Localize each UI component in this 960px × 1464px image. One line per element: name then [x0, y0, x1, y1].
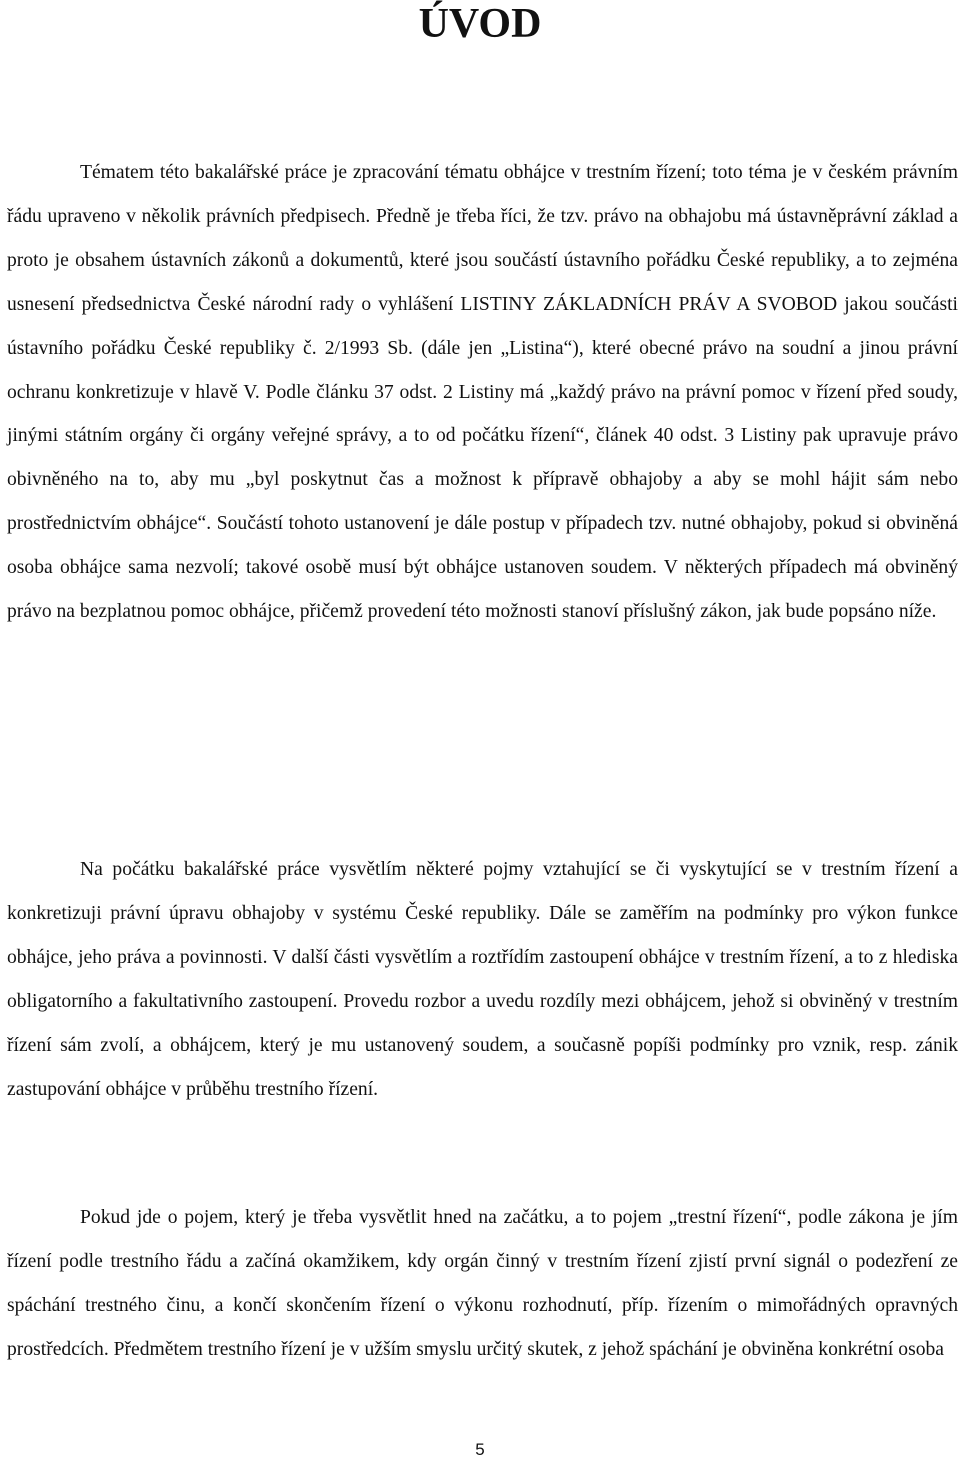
- paragraph-structure: Na počátku bakalářské práce vysvětlím některé pojmy vztahující se či vyskytující se v trestním řízení a konkretizuji právní úpravu obhajoby v systému České republiky. Dále se zaměřím na podmínky pro výkon funkce obhájce, jeho práva a povinnosti. V další části vysvětlím a roztřídím zastoupení obhájce v trestním řízení, a to z hlediska obligatorního a fakultativního zastoupení. Provedu rozbor a uvedu rozdíly mezi obhájcem, jehož si obviněný v trestním řízení sám zvolí, a obhájcem, který je mu ustanovený soudem, a současně popíši podmínky pro vznik, resp. zánik zastupování obhájce v průběhu trestního řízení.: [7, 859, 958, 1100]
- paragraph-intro: Tématem této bakalářské práce je zpracování tématu obhájce v trestním řízení; toto téma je v českém právním řádu upraveno v několik právních předpisech. Předně je třeba říci, že tzv. právo na obhajobu má ústavněprávní základ a proto je obsahem ústavních zákonů a dokumentů, které jsou součástí ústavního pořádku České republiky, a to zejména usnesení předsednictva České národní rady o vyhlášení LISTINY ZÁKLADNÍCH PRÁV A SVOBOD jakou součásti ústavního pořádku České republiky č. 2/1993 Sb. (dále jen „Listina“), které obecné právo na soudní a jinou právní ochranu konkretizuje v hlavě V. Podle článku 37 odst. 2 Listiny má „každý právo na právní pomoc v řízení před soudy, jinými státním orgány či orgány veřejné správy, a to od počátku řízení“, článek 40 odst. 3 Listiny pak upravuje právo obivněného na to, aby mu „byl poskytnut čas a možnost k přípravě obhajoby a aby se mohl hájit sám nebo prostřednictvím obhájce“. Součástí tohoto ustanovení je dále postup v případech tzv. nutné obhajoby, pokud si obviněná osoba obhájce sama nezvolí; takové osobě musí být obhájce ustanoven soudem. V některých případech má obviněný právo na bezplatnou pomoc obhájce, přičemž provedení této možnosti stanoví příslušný zákon, jak bude popsáno níže.: [7, 162, 958, 623]
- page-title: ÚVOD: [418, 1, 542, 47]
- paragraph-definition: Pokud jde o pojem, který je třeba vysvětlit hned na začátku, a to pojem „trestní řízení“, podle zákona je jím řízení podle trestního řádu a začíná okamžikem, kdy orgán činný v trestním řízení zjistí první signál o podezření ze spáchání trestného činu, a končí skončením řízení o výkonu rozhodnutí, příp. řízením o mimořádných opravných prostředcích. Předmětem trestního řízení je v užším smyslu určitý skutek, z jehož spáchání je obviněna konkrétní osoba: [7, 1207, 958, 1360]
- page-number: 5: [475, 1440, 485, 1459]
